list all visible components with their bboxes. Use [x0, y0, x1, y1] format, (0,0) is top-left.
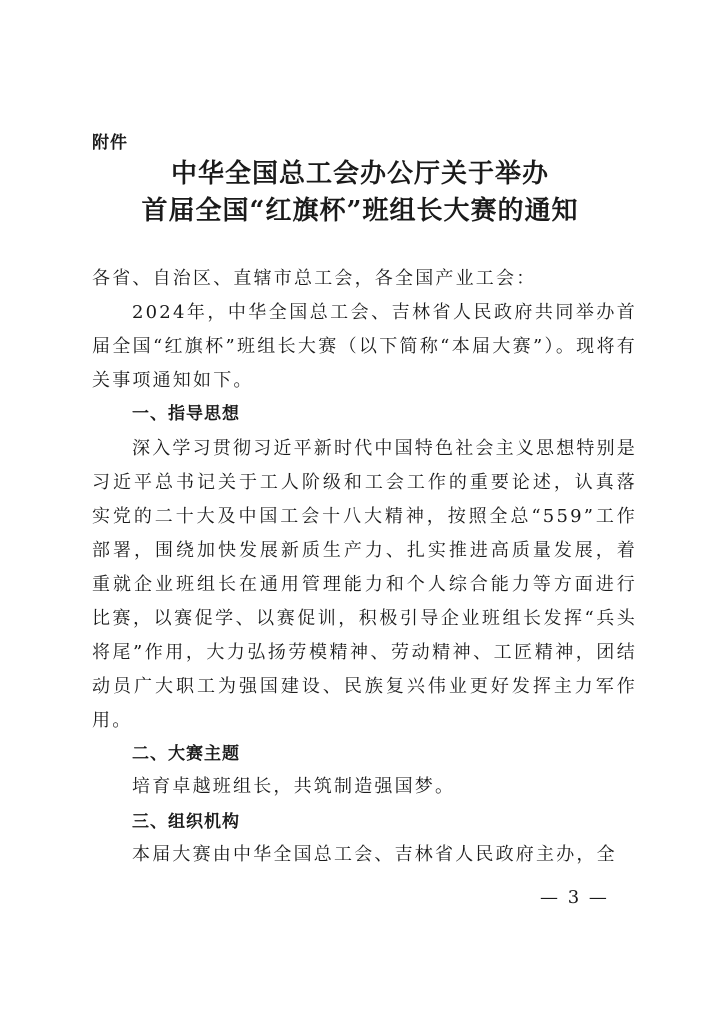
section-body-guiding-ideology: 深入学习贯彻习近平新时代中国特色社会主义思想特别是习近平总书记关于工人阶级和工会工作的重要论述，认真落实党的二十大及中国工会十八大精神，按照全总“559”工作部署，围绕加快发展新质生产力、扎实推进高质量发展，着重就企业班组长在通用管理能力和个人综合能力等方面进行比赛，以赛促学、以赛促训，积极引导企业班组长发挥“兵头将尾”作用，大力弘扬劳模精神、劳动精神、工匠精神，团结动员广大职工为强国建设、民族复兴伟业更好发挥主力军作用。 [92, 438, 637, 731]
section-body-competition-theme: 培育卓越班组长，共筑制造强国梦。 [132, 776, 456, 797]
intro-paragraph: 2024年，中华全国总工会、吉林省人民政府共同举办首届全国“红旗杯”班组长大赛（以下简称“本届大赛”）。现将有关事项通知如下。 [92, 302, 637, 391]
section-body-organization: 本届大赛由中华全国总工会、吉林省人民政府主办，全 [132, 844, 617, 865]
section-heading-guiding-ideology: 一、指导思想 [132, 404, 240, 424]
page-number: — 3 — [540, 887, 609, 908]
document-title-line-2: 首届全国“红旗杯”班组长大赛的通知 [141, 196, 579, 226]
document-title-line-1: 中华全国总工会办公厅关于举办 [170, 159, 549, 189]
section-heading-competition-theme: 二、大赛主题 [132, 744, 240, 764]
salutation: 各省、自治区、直辖市总工会，各全国产业工会： [92, 268, 537, 289]
attachment-label: 附件 [92, 133, 128, 153]
section-heading-organization: 三、组织机构 [132, 812, 240, 832]
